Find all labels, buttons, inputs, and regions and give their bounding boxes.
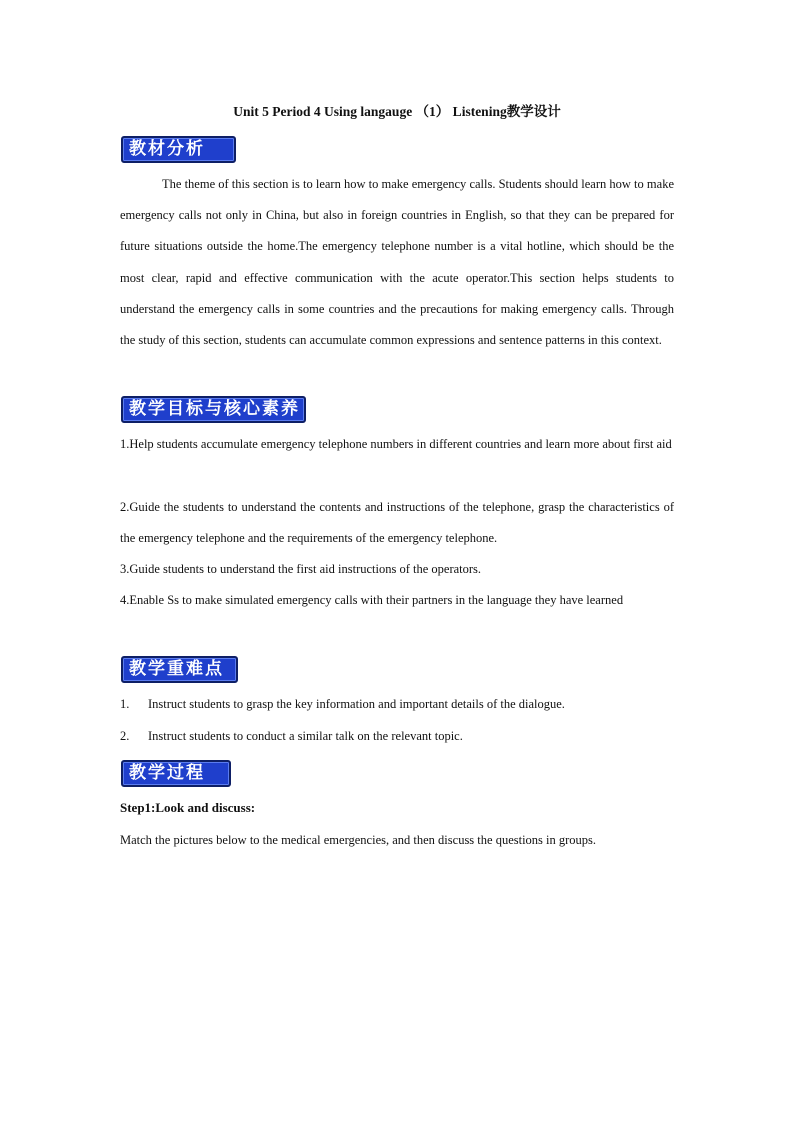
key-point-item-2 [120, 727, 674, 745]
section-badge-process: 教学过程 [121, 760, 231, 787]
section-badge-analysis: 教材分析 [121, 136, 236, 163]
key-point-item-1 [120, 695, 674, 713]
objective-item-1: 1.Help students accumulate emergency telephone numbers in different countries and learn more about first aid [120, 437, 672, 451]
section-badge-objectives: 教学目标与核心素养 [121, 396, 306, 423]
analysis-paragraph: The theme of this section is to learn how to make emergency calls. Students should learn how to make emergency calls not only in China, but also in foreign countries in English, so that they can be prepared for future situations outside the home.The emergency telephone number is a vital hotline, which should be the most clear, rapid and effective communication with the acute operator.This section helps students to understand the emergency calls in some countries and the precautions for making emergency calls. Through the study of this section, students can accumulate common expressions and sentence patterns in this context. [120, 177, 674, 348]
objective-item-2: 2.Guide the students to understand the contents and instructions of the telephone, grasp the characteristics of the emergency telephone and the requirements of the emergency telephone. [120, 500, 674, 546]
key-point-text: Instruct students to grasp the key information and important details of the dialogue. [148, 697, 565, 711]
key-point-number: 2. [120, 729, 130, 743]
objective-item-4: 4.Enable Ss to make simulated emergency calls with their partners in the language they have learned [120, 593, 624, 607]
step1-text: Match the pictures below to the medical emergencies, and then discuss the questions in groups. [120, 833, 597, 847]
key-point-text: Instruct students to conduct a similar talk on the relevant topic. [148, 729, 463, 743]
key-point-number: 1. [120, 697, 130, 711]
document-title: Unit 5 Period 4 Using langauge （1） Listening教学设计 [233, 104, 561, 119]
step1-heading: Step1:Look and discuss: [120, 800, 256, 815]
objective-item-3: 3.Guide students to understand the first aid instructions of the operators. [120, 562, 482, 576]
section-badge-key-points: 教学重难点 [121, 656, 238, 683]
